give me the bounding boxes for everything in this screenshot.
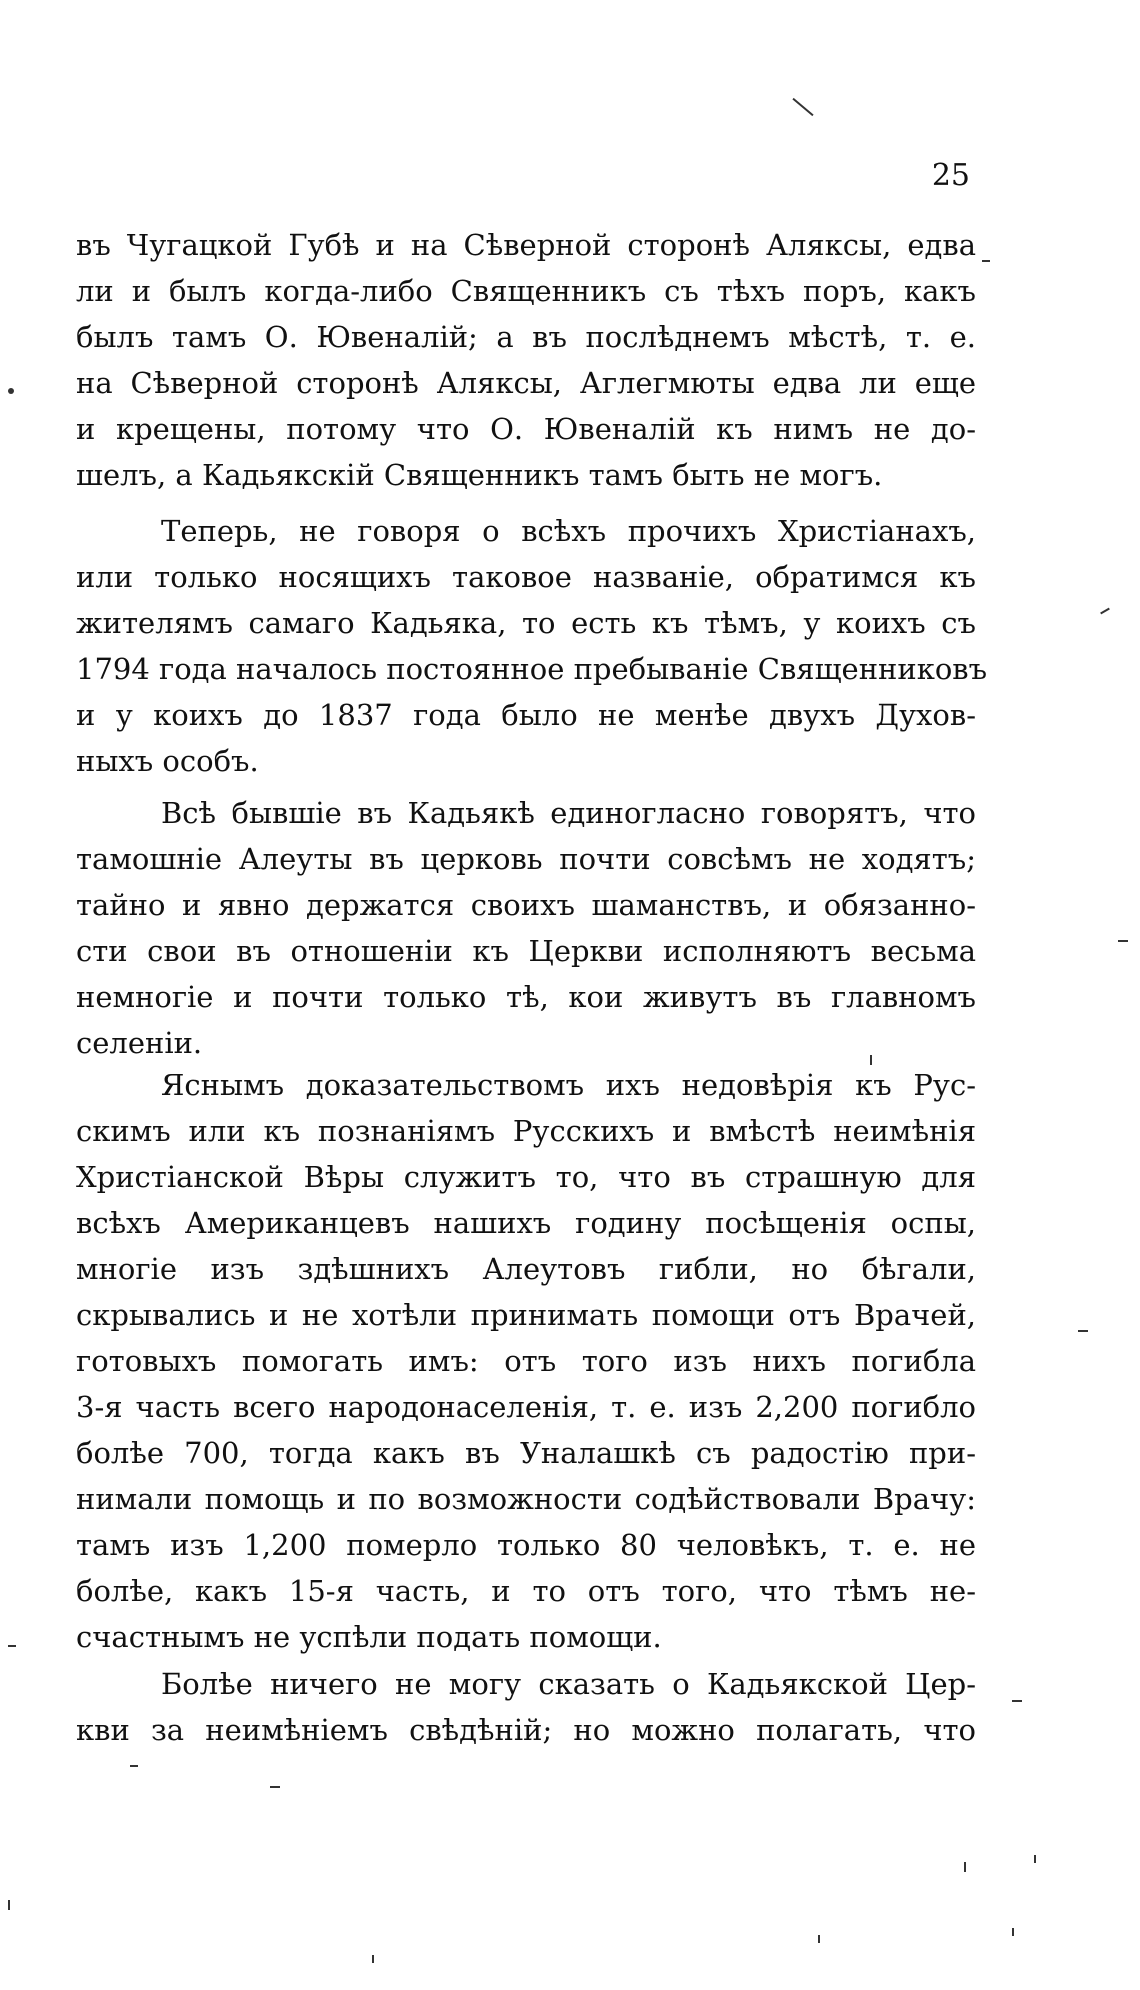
scan-speck	[1034, 1855, 1036, 1863]
text-line: скрывались и не хотѣли принимать помощи отъ Врачей,	[76, 1298, 976, 1332]
text-line: Яснымъ доказательствомъ ихъ недовѣрія къ Рус-	[161, 1068, 976, 1102]
scan-speck	[270, 1786, 280, 1788]
text-line: Всѣ бывшіе въ Кадьякѣ единогласно говорятъ, что	[161, 796, 976, 830]
scan-speck	[1118, 940, 1128, 942]
scan-speck	[964, 1862, 966, 1872]
text-line: скимъ или къ познаніямъ Русскихъ и вмѣстѣ неимѣнія	[76, 1114, 976, 1148]
text-line: и крещены, потому что О. Ювеналій къ нимъ не до-	[76, 412, 976, 446]
scan-speck	[792, 98, 813, 116]
paragraph-5	[76, 1661, 976, 1753]
text-line: ныхъ особъ.	[76, 744, 259, 778]
scan-speck	[870, 1055, 872, 1065]
scan-speck	[372, 1955, 374, 1963]
scan-speck	[8, 1900, 10, 1910]
text-line: Болѣе ничего не могу сказать о Кадьякской Цер-	[161, 1667, 976, 1701]
text-line: нимали помощь и по возможности содѣйствовали Врачу:	[76, 1482, 976, 1516]
text-line: сти свои въ отношеніи къ Церкви исполняютъ весьма	[76, 934, 976, 968]
paragraph-3	[76, 790, 976, 1066]
scan-speck	[1012, 1700, 1022, 1702]
text-line: счастнымъ не успѣли подать помощи.	[76, 1620, 662, 1654]
text-line: жителямъ самаго Кадьяка, то есть къ тѣмъ, у коихъ съ	[76, 606, 976, 640]
scan-speck	[1078, 1330, 1088, 1332]
text-line: былъ тамъ О. Ювеналій; а въ послѣднемъ мѣстѣ, т. е.	[76, 320, 976, 354]
text-line: болѣе, какъ 15-я часть, и то отъ того, что тѣмъ не-	[76, 1574, 976, 1608]
text-line: Христіанской Вѣры служитъ то, что въ страшную для	[76, 1160, 976, 1194]
text-line: или только носящихъ таковое названіе, обратимся къ	[76, 560, 976, 594]
text-line: селеніи.	[76, 1026, 203, 1060]
page-number: 25	[931, 158, 970, 193]
text-line: шелъ, а Кадьякскій Священникъ тамъ быть не могъ.	[76, 458, 883, 492]
text-line: тамъ изъ 1,200 померло только 80 человѣкъ, т. е. не	[76, 1528, 976, 1562]
text-line: немногіе и почти только тѣ, кои живутъ въ главномъ	[76, 980, 976, 1014]
scan-speck	[818, 1935, 820, 1943]
text-line: многіе изъ здѣшнихъ Алеутовъ гибли, но бѣгали,	[76, 1252, 976, 1286]
scan-speck	[8, 388, 14, 394]
paragraph-4	[76, 1062, 976, 1660]
paragraph-2	[76, 508, 988, 784]
text-line: болѣе 700, тогда какъ въ Уналашкѣ съ радостію при-	[76, 1436, 976, 1470]
text-line: 1794 года началось постоянное пребываніе Священниковъ	[76, 652, 988, 686]
scan-speck	[1100, 608, 1110, 615]
scan-speck	[8, 1645, 16, 1647]
text-line: всѣхъ Американцевъ нашихъ годину посѣщенія оспы,	[76, 1206, 976, 1240]
text-line: ли и былъ когда-либо Священникъ съ тѣхъ поръ, какъ	[76, 274, 976, 308]
scan-speck	[130, 1765, 138, 1767]
text-line: Теперь, не говоря о всѣхъ прочихъ Христіанахъ,	[161, 514, 976, 548]
text-line: въ Чугацкой Губѣ и на Сѣверной сторонѣ Аляксы, едва	[76, 228, 976, 262]
scan-speck	[982, 260, 990, 262]
text-line: на Сѣверной сторонѣ Аляксы, Аглегмюты едва ли еще	[76, 366, 976, 400]
text-line: кви за неимѣніемъ свѣдѣній; но можно полагать, что	[76, 1713, 976, 1747]
scan-speck	[1012, 1928, 1014, 1936]
text-line: готовыхъ помогать имъ: отъ того изъ нихъ погибла	[76, 1344, 976, 1378]
paragraph-1	[76, 222, 976, 498]
text-line: тамошніе Алеуты въ церковь почти совсѣмъ не ходятъ;	[76, 842, 976, 876]
text-line: и у коихъ до 1837 года было не менѣе двухъ Духов-	[76, 698, 976, 732]
text-line: тайно и явно держатся своихъ шаманствъ, и обязанно-	[76, 888, 976, 922]
text-line: 3-я часть всего народонаселенія, т. е. изъ 2,200 погибло	[76, 1390, 976, 1424]
